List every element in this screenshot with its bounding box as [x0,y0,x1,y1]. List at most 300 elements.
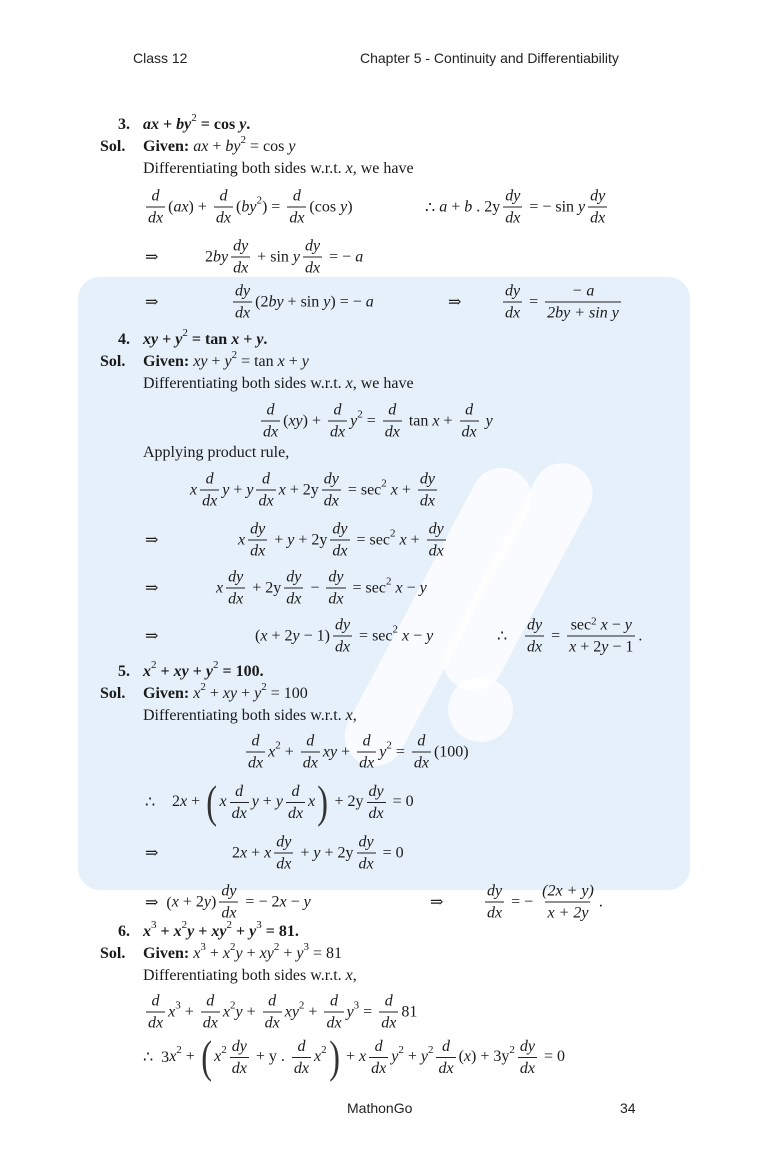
math-var: by [241,198,257,215]
math-var: dy [328,568,344,586]
superscript: 3 [175,999,181,1011]
line-segment [143,659,264,681]
fraction [146,187,165,228]
text: ) = [261,198,285,215]
math-var: dy [428,520,444,538]
text: = sec [348,579,386,596]
denominator [246,752,265,773]
math-var: x [277,353,285,370]
bold-math: x [143,663,151,680]
denominator [146,207,165,228]
denominator [369,1057,388,1078]
fraction [286,782,305,823]
superscript: 2 [357,408,363,420]
math-var: dx [461,423,477,441]
numerator [367,782,386,802]
denominator [226,588,245,609]
math-var: dy [286,568,302,586]
bold-text: . [263,331,268,348]
text: + [403,1048,421,1065]
fraction [292,1037,311,1078]
math-var: d [292,187,301,205]
math-var: x [169,1048,177,1065]
text: ∴ [145,794,156,811]
line-segment [143,327,268,349]
footer-brand: MathonGo [347,1100,413,1116]
math-var: dx [215,209,232,227]
line-segment [100,685,125,703]
superscript: 3 [256,919,262,931]
text: = sec [343,481,382,498]
fraction [301,732,320,773]
denominator [427,540,446,561]
math-var: y [391,1048,399,1065]
denominator [303,257,322,278]
numerator [295,1037,307,1057]
math-var: dx [487,904,503,922]
superscript: 2 [298,999,305,1011]
numerator [219,882,238,902]
bold-text: 4. [118,331,130,348]
math-var: dx [505,304,521,322]
text: , [352,967,357,984]
bold-math: x [143,923,151,940]
math-var: y [303,893,311,910]
text: , we have [352,375,414,392]
math-var: dx [527,638,543,656]
line-segment [145,792,155,812]
fraction [326,568,345,609]
numerator [332,401,344,421]
math-var: y [419,579,427,596]
math-var: x [260,627,268,644]
numerator [570,282,597,302]
bold-text: . [246,116,251,133]
math-var: y [292,627,300,644]
math-var: d [151,992,160,1010]
text: + [439,412,457,429]
text: − 1 [608,638,634,656]
denominator [200,490,219,511]
bold-text: Sol. [100,945,126,962]
text: + [242,1003,260,1020]
line-segment [143,992,417,1033]
text: + [229,481,247,498]
fraction [219,882,238,923]
math-var: dx [231,804,247,822]
numerator [260,470,272,490]
math-var: dy [235,282,251,300]
denominator [545,302,621,323]
text: = [391,743,409,760]
math-var: y [235,1003,243,1020]
numerator [304,732,316,752]
bold-math: by [176,116,192,133]
numerator [303,237,322,257]
math-var: y [292,248,301,265]
math-var: d [291,782,300,800]
bold-math: y [256,331,264,348]
text: + [180,1003,198,1020]
bold-math: x [173,923,182,940]
numerator [503,187,522,207]
math-var: x [171,893,179,910]
fraction [274,833,293,874]
text: = [359,1003,377,1020]
fraction [330,520,349,561]
denominator [284,588,303,609]
math-var: dy [505,282,521,300]
text: Applying product rule, [143,444,290,461]
line-segment [145,247,158,267]
text: ( [255,627,261,644]
superscript: 2 [191,112,197,124]
text: ⇒ [145,532,159,549]
line-segment [497,626,507,646]
fraction [201,992,220,1033]
denominator [248,540,267,561]
text: − [607,616,625,634]
denominator [322,490,341,511]
text: + 2y [330,793,364,810]
line-segment [143,134,296,156]
denominator [326,588,345,609]
denominator [274,853,293,874]
numerator [415,732,427,752]
numerator [204,992,216,1012]
text: = 0 [378,844,404,861]
math-var: y [578,198,586,215]
denominator [230,802,249,823]
superscript: 3 [200,941,206,953]
text: ⇒ [430,894,444,911]
denominator [357,752,376,773]
math-var: y [420,1048,428,1065]
line-segment [143,967,357,985]
bold-text: Sol. [100,353,126,370]
bold-math: y [239,116,247,133]
numerator [230,1037,249,1057]
math-var: x [279,893,287,910]
text: Differentiating both sides w.r.t. [143,967,346,984]
text: = 81 [308,945,342,962]
text: + [341,1048,359,1065]
text: . 2y [472,198,501,215]
math-var: d [206,992,215,1010]
math-var: d [306,732,315,750]
text: + [304,1003,322,1020]
text: ) [210,893,217,910]
math-var: dy [323,470,339,488]
superscript: 2 [181,919,188,931]
math-var: y [246,481,254,498]
math-var: 2by + sin y [547,304,619,322]
math-var: y [203,893,211,910]
fraction [226,568,245,609]
superscript: 2 [200,681,206,693]
math-var: dx [384,423,400,441]
fraction [567,616,635,657]
text: , we have [352,160,414,177]
text: (100) [433,743,469,760]
bold-text: = 100. [218,663,264,680]
text: + [208,138,226,155]
math-var: x [345,160,353,177]
math-var: dx [326,1014,342,1032]
superscript: 3 [303,941,309,953]
text: + 2y [320,844,354,861]
math-var: y [288,138,296,155]
fraction [460,401,479,442]
bold-text: + [158,331,176,348]
text: + sin [283,293,324,310]
text: ⇒ [448,294,462,311]
numerator [265,401,277,421]
math-var: dy [221,882,237,900]
denominator [286,802,305,823]
math-var: y [275,793,283,810]
superscript: 3 [151,919,157,931]
math-var: y [624,616,632,634]
denominator [383,421,402,442]
text: = − [325,248,356,265]
text: = sec [352,531,390,548]
numerator [525,616,544,636]
text: = 100 [266,685,308,702]
numerator [289,782,301,802]
math-var: dx [359,754,375,772]
fraction [418,470,437,511]
fraction [383,401,402,442]
text: , [352,707,357,724]
math-var: dx [148,209,164,227]
fraction [246,732,265,773]
math-var: dx [371,1059,387,1077]
fraction [230,1037,249,1078]
math-var: x [268,743,276,760]
text: ( [168,198,174,215]
text: − 1) [299,627,330,644]
numerator [569,616,634,636]
fraction [284,568,303,609]
fraction [503,187,522,228]
denominator [567,636,635,657]
math-var: dy [276,833,292,851]
bold-text: + [159,116,177,133]
line-segment [145,843,158,863]
numerator [386,401,398,421]
text: Differentiating both sides w.r.t. [143,375,346,392]
numerator [328,992,340,1012]
line-segment [145,882,311,923]
line-segment [430,892,443,912]
bold-math: xy [211,923,227,940]
math-var: dx [305,259,321,277]
math-var: y [251,793,259,810]
math-var: dx [235,304,251,322]
denominator [287,207,306,228]
line-segment [143,681,308,703]
math-var: dx [438,1059,454,1077]
text: + 2y [294,531,328,548]
superscript: 2 [212,659,219,671]
math-var: dy [527,616,543,634]
math-var: x [390,481,398,498]
line-segment [118,663,130,681]
math-var: d [297,1037,306,1055]
line-segment [143,187,353,228]
math-var: dy [250,520,266,538]
denominator [146,1012,165,1033]
math-var: by [225,138,241,155]
fraction [518,1037,537,1078]
math-var: dx [413,754,429,772]
math-var: d [442,1037,450,1055]
bold-math: y [175,331,183,348]
math-var: a [355,248,364,265]
fraction [427,520,446,561]
numerator [250,732,262,752]
math-var: x [180,793,188,810]
math-var: xy [288,412,303,429]
numerator [274,833,293,853]
math-var: dx [148,1014,164,1032]
denominator [503,207,522,228]
math-var: dx [250,542,266,560]
right-paren: ) [328,1031,340,1082]
left-paren: ( [206,776,218,827]
math-var: x [222,1003,230,1020]
math-var: x [358,1048,367,1065]
math-var: d [384,992,393,1010]
text: − [306,579,324,596]
line-segment [145,530,158,550]
line-segment [145,578,158,598]
math-var: dx [519,1059,535,1077]
fraction [231,237,250,278]
math-var: dx [248,754,264,772]
fraction [263,992,282,1033]
math-var: dx [293,1059,310,1077]
math-var: ax [193,138,209,155]
line-segment [190,470,440,511]
fraction [485,882,504,923]
fraction [357,833,376,874]
numerator [322,470,341,490]
bold-text: + [156,663,174,680]
text: − [402,579,420,596]
right-paren: ) [317,776,329,827]
text: ⇒ ( [145,894,172,911]
denominator [436,1057,455,1078]
text: ) = − [330,293,366,310]
fraction [256,470,275,511]
denominator [367,802,386,823]
math-var: d [205,470,214,488]
numerator [291,187,303,207]
text: + [270,531,288,548]
math-var: dx [332,542,348,560]
superscript: 2 [256,194,262,206]
math-var: x [432,412,440,429]
numerator [383,992,395,1012]
text: = [547,627,565,644]
math-var: dy [590,187,606,205]
math-var: y [222,481,230,498]
denominator [460,421,479,442]
line-segment [143,160,414,178]
math-var: dx [287,804,304,822]
math-var: x [463,1048,471,1065]
math-var: dy [487,882,503,900]
math-var: d [151,187,160,205]
math-var: x [168,1003,176,1020]
math-var: by [268,293,284,310]
math-var: dx [258,492,274,510]
numerator [226,568,245,588]
math-var: x [216,579,224,596]
math-var: y [254,685,262,702]
numerator [373,1037,385,1057]
superscript: 2 [261,681,267,693]
superscript: 2 [381,477,387,489]
math-var: y [485,412,493,429]
math-var: x [399,531,407,548]
page-number: 34 [620,1100,636,1116]
fraction [412,732,431,773]
numerator [217,187,229,207]
fraction [540,882,596,923]
math-var: d [333,401,342,419]
denominator [518,1057,537,1078]
header-chapter: Chapter 5 - Continuity and Differentiability [360,50,619,66]
fraction [324,992,343,1033]
numerator [150,992,162,1012]
line-segment [143,707,357,725]
denominator [231,257,250,278]
bold-math: y [249,923,257,940]
text: ⇒ [145,580,159,597]
header-class: Class 12 [133,50,188,66]
denominator [525,636,544,657]
fraction [436,1037,455,1078]
superscript: 2 [221,1044,227,1056]
fraction [545,282,621,323]
math-var: d [417,732,426,750]
bold-text: + [188,663,206,680]
bold-text: = tan [187,331,232,348]
text: + 2 [576,638,602,656]
fraction [200,470,219,511]
math-var: dx [263,423,279,441]
superscript: 2 [151,659,157,671]
line-segment [243,732,469,773]
bold-text: 6. [118,923,130,940]
math-var: dy [228,568,244,586]
math-var: dx [228,590,244,608]
math-var: x [219,793,227,810]
text: + [406,531,424,548]
text: . [598,893,603,910]
numerator [284,568,303,588]
text: = sec [355,627,393,644]
line-segment [522,616,642,657]
denominator [256,490,275,511]
fraction [214,187,233,228]
fraction [233,282,252,323]
numerator [427,520,446,540]
math-var: dx [334,638,351,656]
